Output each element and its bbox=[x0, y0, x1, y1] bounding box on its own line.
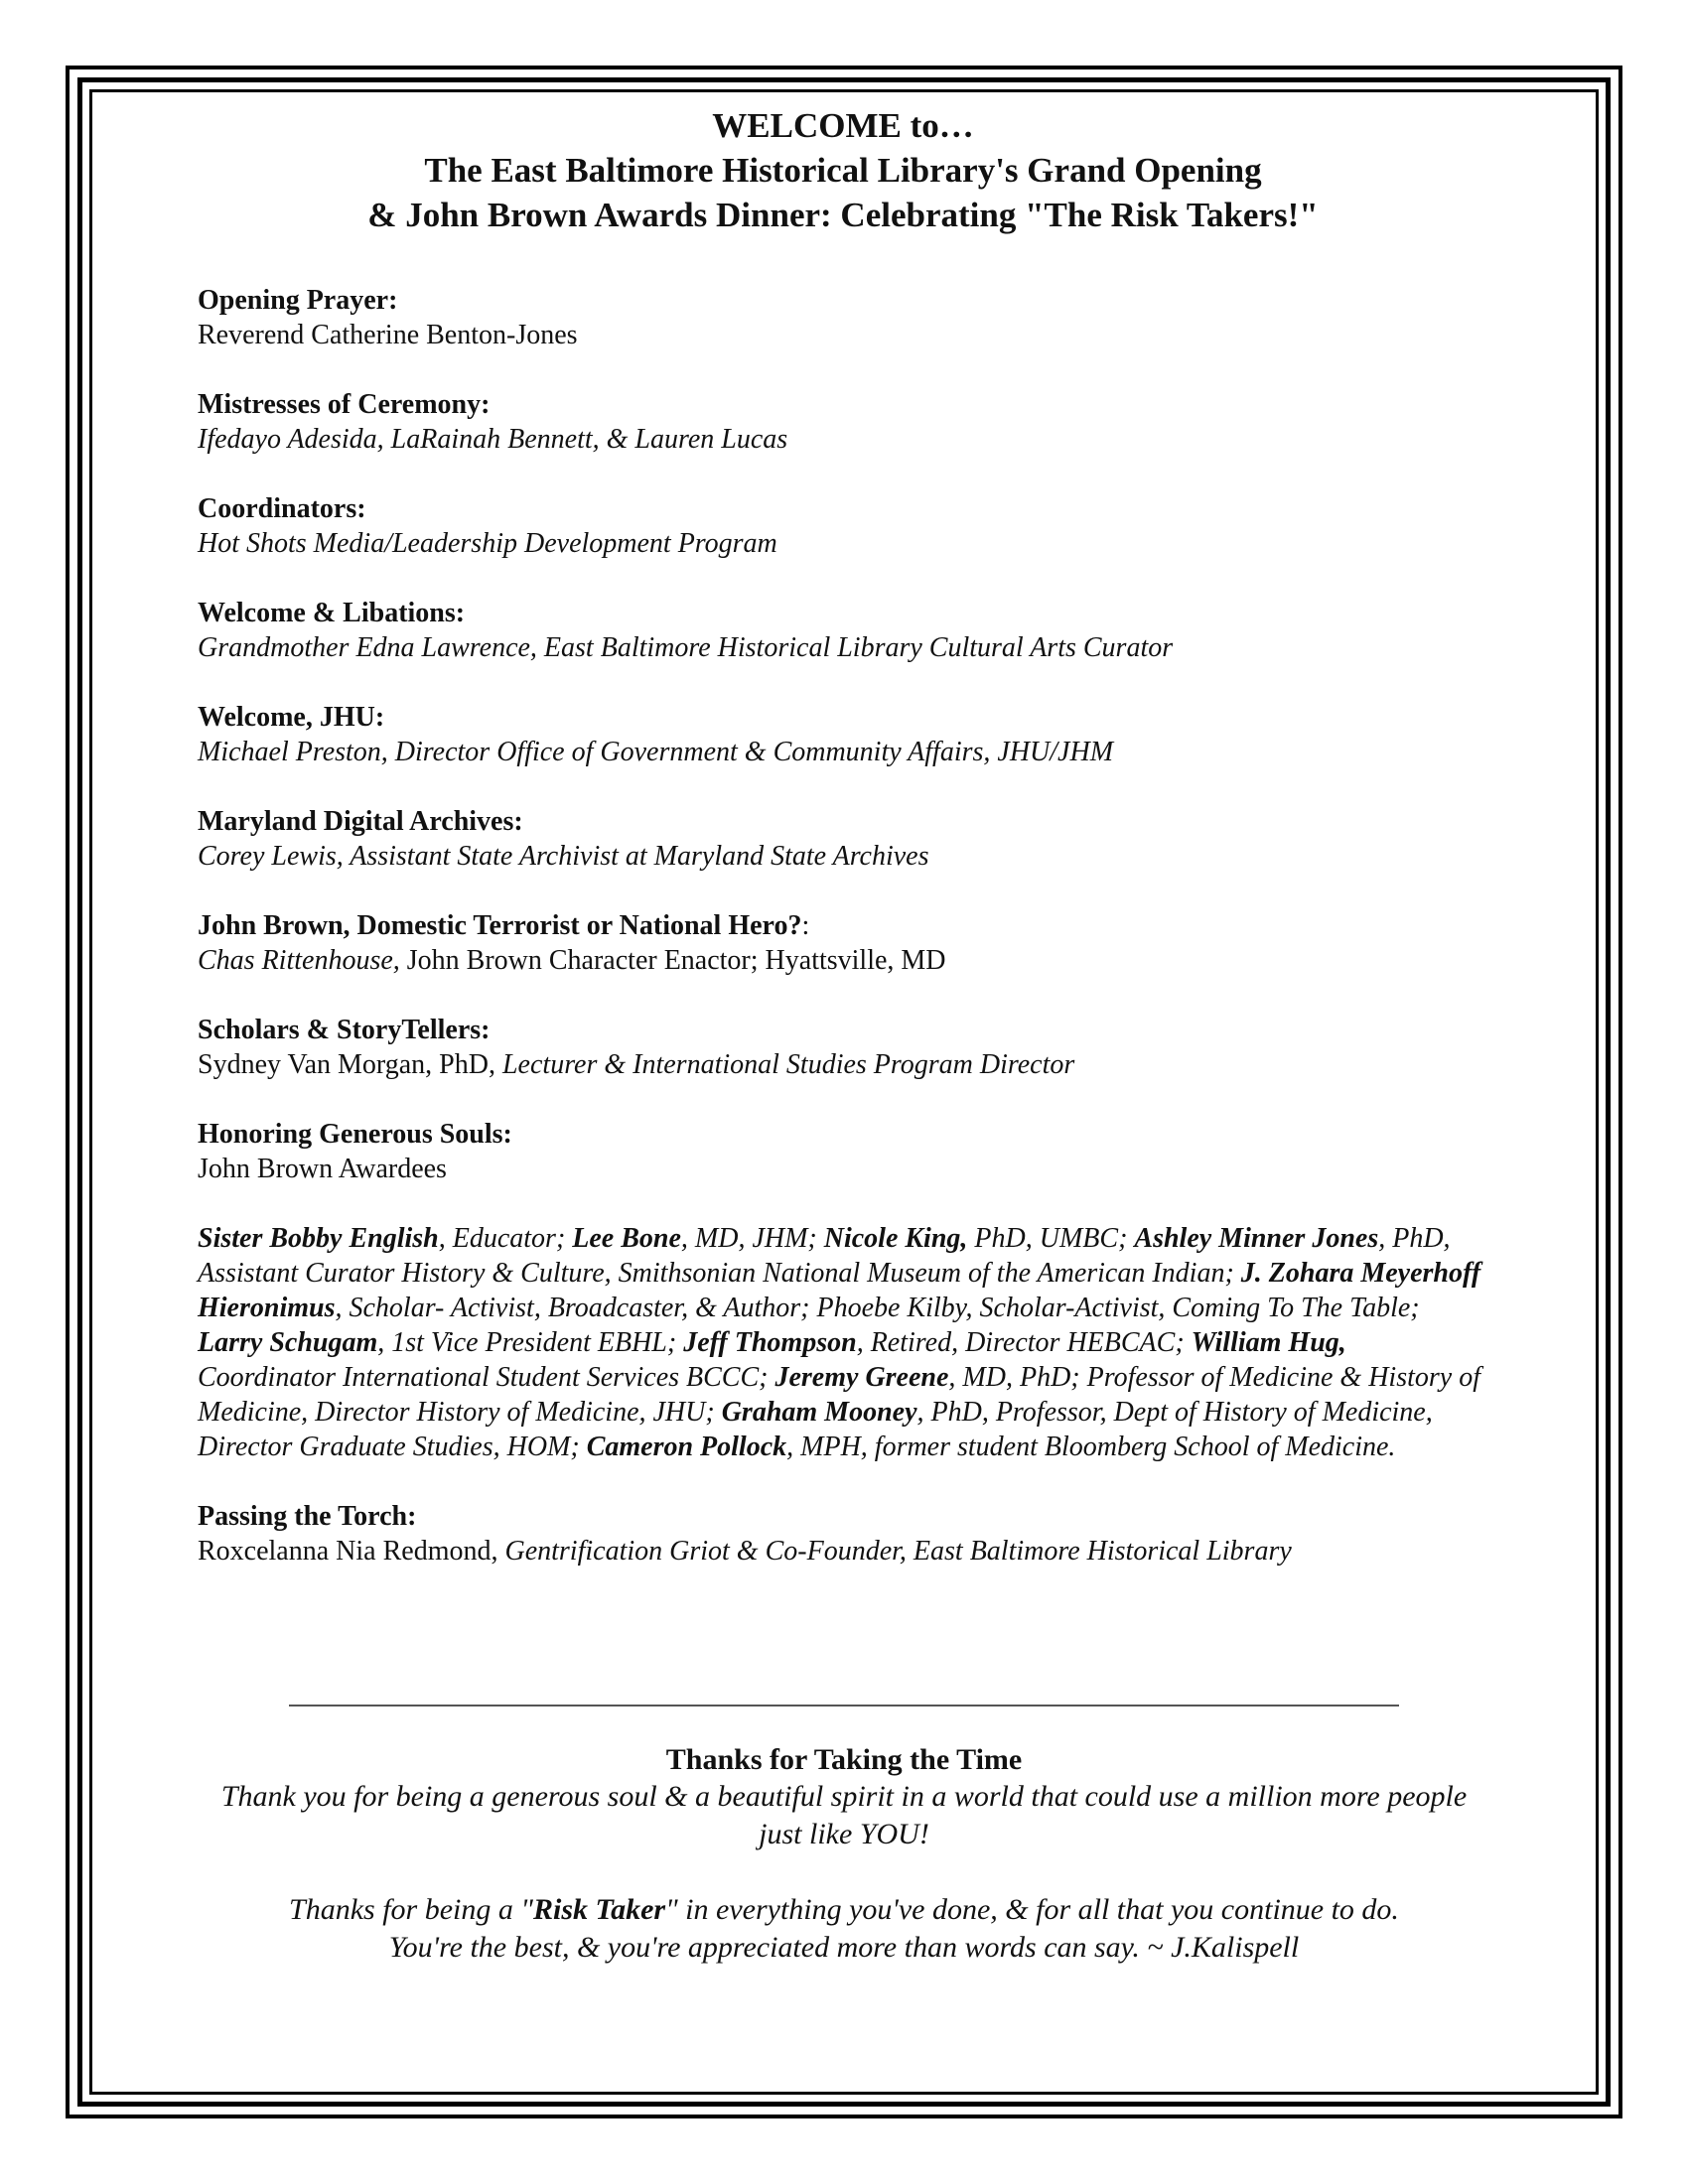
section-body: Reverend Catherine Benton-Jones bbox=[198, 320, 578, 350]
section-digital-archives bbox=[198, 804, 1488, 874]
section-honoring bbox=[198, 1117, 1488, 1186]
presenter-name: Roxcelanna Nia Redmond, bbox=[198, 1536, 505, 1567]
thanks-paragraph-2 bbox=[198, 1891, 1490, 1929]
section-heading-text: John Brown, Domestic Terrorist or National Hero? bbox=[198, 910, 802, 941]
section-body bbox=[198, 1534, 1488, 1569]
section-heading: Passing the Torch: bbox=[198, 1501, 417, 1532]
section-heading: Maryland Digital Archives: bbox=[198, 806, 523, 837]
awardee-name: J. Zohara Meyerhoff Hieronimus bbox=[198, 1258, 1481, 1323]
section-body bbox=[198, 1047, 1488, 1082]
section-heading: Scholars & StoryTellers: bbox=[198, 1015, 491, 1045]
section-body: Grandmother Edna Lawrence, East Baltimore Historical Library Cultural Arts Curator bbox=[198, 632, 1174, 663]
thanks-text-post: " in everything you've done, & for all that you continue to do. bbox=[665, 1893, 1399, 1926]
section-divider bbox=[289, 1705, 1399, 1706]
awardee-description: , MD, PhD; Professor of Medicine & History of Medicine, Director History of Medicine, JHU; bbox=[198, 1362, 1480, 1428]
section-body: Michael Preston, Director Office of Government & Community Affairs, JHU/JHM bbox=[198, 737, 1114, 767]
section-body: Ifedayo Adesida, LaRainah Bennett, & Lauren Lucas bbox=[198, 424, 788, 455]
section-passing-torch bbox=[198, 1499, 1488, 1569]
section-heading: Opening Prayer: bbox=[198, 285, 398, 316]
section-heading: Mistresses of Ceremony: bbox=[198, 389, 491, 420]
section-heading: Coordinators: bbox=[198, 493, 366, 524]
awardee-name: Graham Mooney bbox=[721, 1397, 917, 1428]
title-line-3: & John Brown Awards Dinner: Celebrating "The Risk Takers!" bbox=[367, 196, 1319, 234]
section-heading-colon: : bbox=[801, 910, 810, 941]
awardee-description: Coordinator International Student Services BCCC; bbox=[198, 1362, 775, 1393]
awardee-name: William Hug, bbox=[1191, 1327, 1346, 1358]
section-heading: Welcome, JHU: bbox=[198, 702, 385, 733]
awardee-description: , MD, JHM; bbox=[680, 1223, 824, 1254]
thanks-section bbox=[198, 1741, 1490, 1967]
presenter-name: Chas Rittenhouse, bbox=[198, 945, 407, 976]
section-body: Hot Shots Media/Leadership Development Program bbox=[198, 528, 777, 559]
section-mistresses bbox=[198, 387, 1488, 457]
title-line-1: WELCOME to… bbox=[712, 106, 974, 145]
section-opening-prayer bbox=[198, 283, 1488, 352]
awardee-name: Larry Schugam bbox=[198, 1327, 378, 1358]
section-body: Corey Lewis, Assistant State Archivist at Maryland State Archives bbox=[198, 841, 929, 872]
awardee-name: Jeremy Greene bbox=[774, 1362, 949, 1393]
awardees-list bbox=[198, 1221, 1488, 1464]
section-heading: Honoring Generous Souls: bbox=[198, 1119, 512, 1150]
section-body: John Brown Awardees bbox=[198, 1154, 447, 1184]
risk-taker-emphasis: Risk Taker bbox=[532, 1893, 666, 1926]
awardee-description: , MPH, former student Bloomberg School of Medicine. bbox=[786, 1432, 1396, 1462]
section-welcome-libations bbox=[198, 596, 1488, 665]
presenter-name: Sydney Van Morgan, PhD, bbox=[198, 1049, 502, 1080]
awardee-description: , PhD, Professor, Dept of History of Medicine, Director Graduate Studies, HOM; bbox=[198, 1397, 1433, 1462]
awardee-description: , 1st Vice President EBHL; bbox=[377, 1327, 684, 1358]
awardee-name: Cameron Pollock bbox=[586, 1432, 787, 1462]
presenter-role: Lecturer & International Studies Program Director bbox=[501, 1049, 1075, 1080]
thanks-heading: Thanks for Taking the Time bbox=[665, 1743, 1023, 1776]
thanks-text-pre: Thanks for being a " bbox=[289, 1893, 533, 1926]
thanks-signoff: You're the best, & you're appreciated more than words can say. ~ J.Kalispell bbox=[388, 1931, 1300, 1964]
section-scholars bbox=[198, 1013, 1488, 1082]
thanks-paragraph-1: Thank you for being a generous soul & a beautiful spirit in a world that could use a million more people just like YOU! bbox=[220, 1780, 1468, 1850]
title-line-2: The East Baltimore Historical Library's Grand Opening bbox=[424, 151, 1262, 190]
presenter-role: Gentrification Griot & Co-Founder, East Baltimore Historical Library bbox=[504, 1536, 1292, 1567]
awardee-description: , PhD, Assistant Curator History & Culture, Smithsonian National Museum of the American Indian; bbox=[198, 1223, 1451, 1289]
page-title bbox=[198, 103, 1488, 237]
section-body bbox=[198, 943, 1488, 978]
awardee-name: Jeff Thompson bbox=[683, 1327, 857, 1358]
presenter-role: John Brown Character Enactor; Hyattsville, MD bbox=[406, 945, 946, 976]
awardee-description: , Educator; bbox=[438, 1223, 573, 1254]
section-coordinators bbox=[198, 491, 1488, 561]
section-welcome-jhu bbox=[198, 700, 1488, 769]
awardee-description: , Retired, Director HEBCAC; bbox=[856, 1327, 1192, 1358]
awardee-name: Lee Bone bbox=[572, 1223, 681, 1254]
awardee-name: Ashley Minner Jones bbox=[1134, 1223, 1379, 1254]
awardee-description: PhD, UMBC; bbox=[967, 1223, 1135, 1254]
awardee-name: Nicole King, bbox=[823, 1223, 968, 1254]
section-john-brown bbox=[198, 908, 1488, 978]
section-heading: Welcome & Libations: bbox=[198, 598, 466, 628]
awardee-description: , Scholar- Activist, Broadcaster, & Author; Phoebe Kilby, Scholar-Activist, Coming To The Table; bbox=[335, 1293, 1420, 1323]
section-heading bbox=[198, 908, 1488, 943]
program-content bbox=[198, 103, 1488, 1569]
awardee-name: Sister Bobby English bbox=[198, 1223, 439, 1254]
